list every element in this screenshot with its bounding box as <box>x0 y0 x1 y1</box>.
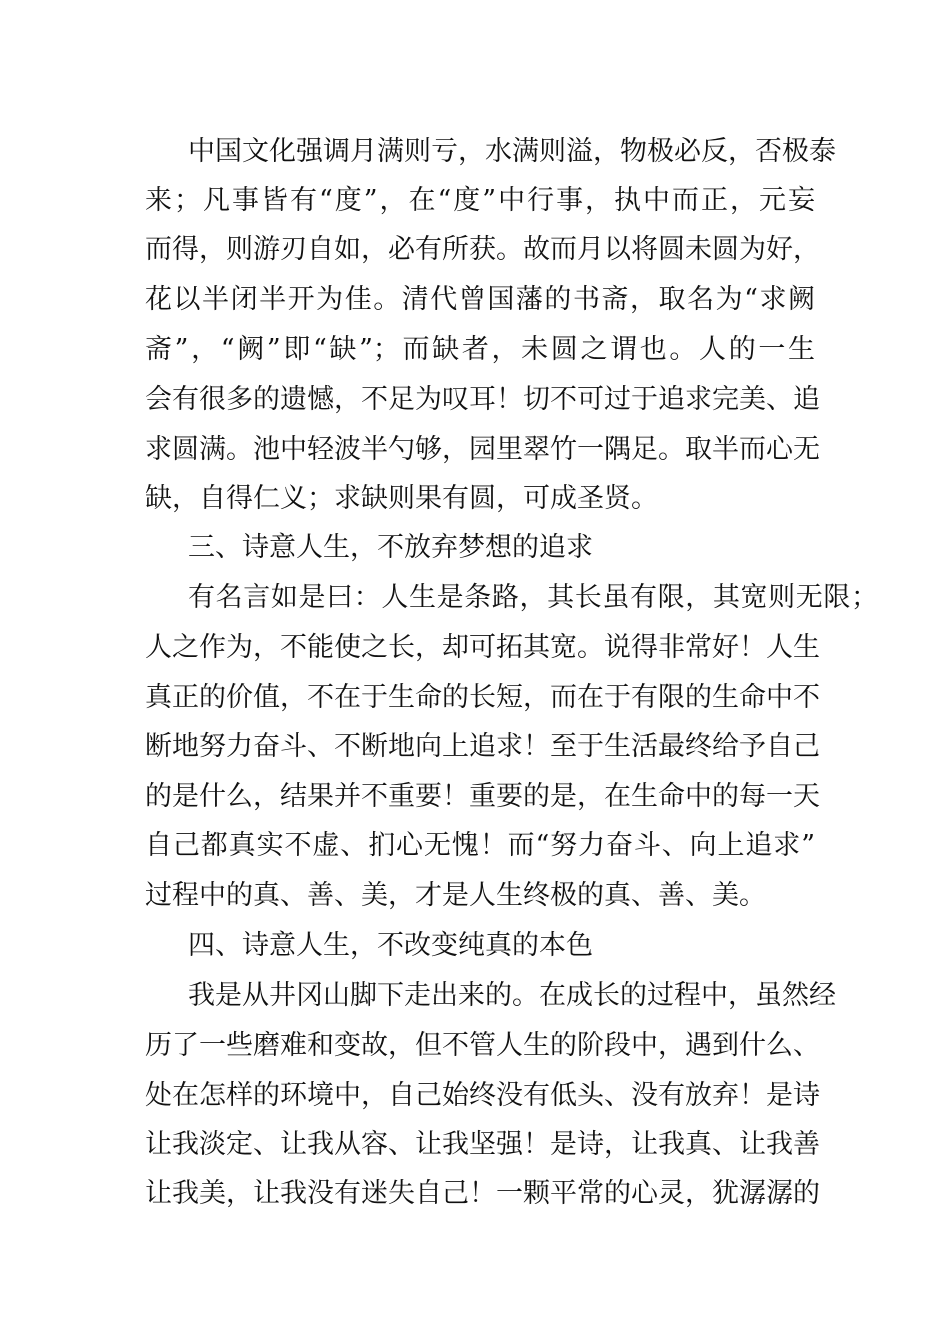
paragraph-line: 过程中的真、善、美，才是人生终极的真、善、美。 <box>145 880 766 911</box>
section-heading: 三、诗意人生，不放弃梦想的追求 <box>188 532 593 563</box>
paragraph-line: 我是从井冈山脚下走出来的。在成长的过程中，虽然经 <box>188 980 836 1011</box>
paragraph-line: 斋”，“阙”即“缺”；而缺者，未圆之谓也。人的一生 <box>145 334 815 365</box>
paragraph-line: 求圆满。池中轻波半勺够，园里翠竹一隅足。取半而心无 <box>145 434 820 465</box>
paragraph-line: 来；凡事皆有“度”，在“度”中行事，执中而正，元妄 <box>145 185 815 216</box>
paragraph-line: 真正的价值，不在于生命的长短，而在于有限的生命中不 <box>145 682 820 713</box>
paragraph-line: 断地努力奋斗、不断地向上追求！至于生活最终给予自己 <box>145 731 820 762</box>
paragraph-line: 处在怎样的环境中，自己始终没有低头、没有放弃！是诗 <box>145 1080 820 1111</box>
paragraph-line: 缺，自得仁义；求缺则果有圆，可成圣贤。 <box>145 483 658 514</box>
paragraph-line: 有名言如是曰：人生是条路，其长虽有限，其宽则无限； <box>188 582 878 613</box>
section-heading: 四、诗意人生，不改变纯真的本色 <box>188 930 593 961</box>
paragraph-line: 自己都真实不虚、扪心无愧！而“努力奋斗、向上追求” <box>145 830 815 861</box>
paragraph-line: 人之作为，不能使之长，却可拓其宽。说得非常好！人生 <box>145 632 820 663</box>
paragraph-line: 历了一些磨难和变故，但不管人生的阶段中，遇到什么、 <box>145 1030 820 1061</box>
paragraph-line: 中国文化强调月满则亏，水满则溢，物极必反，否极泰 <box>188 136 836 167</box>
paragraph-line: 的是什么，结果并不重要！重要的是，在生命中的每一天 <box>145 781 820 812</box>
paragraph-line: 花以半闭半开为佳。清代曾国藩的书斋，取名为“求阙 <box>145 284 815 315</box>
paragraph-line: 让我淡定、让我从容、让我坚强！是诗，让我真、让我善 <box>145 1129 820 1160</box>
paragraph-line: 会有很多的遗憾，不足为叹耳！切不可过于追求完美、追 <box>145 384 820 415</box>
paragraph-line: 而得，则游刃自如，必有所获。故而月以将圆未圆为好， <box>145 234 820 265</box>
paragraph-line: 让我美，让我没有迷失自己！一颗平常的心灵，犹潺潺的 <box>145 1178 820 1209</box>
